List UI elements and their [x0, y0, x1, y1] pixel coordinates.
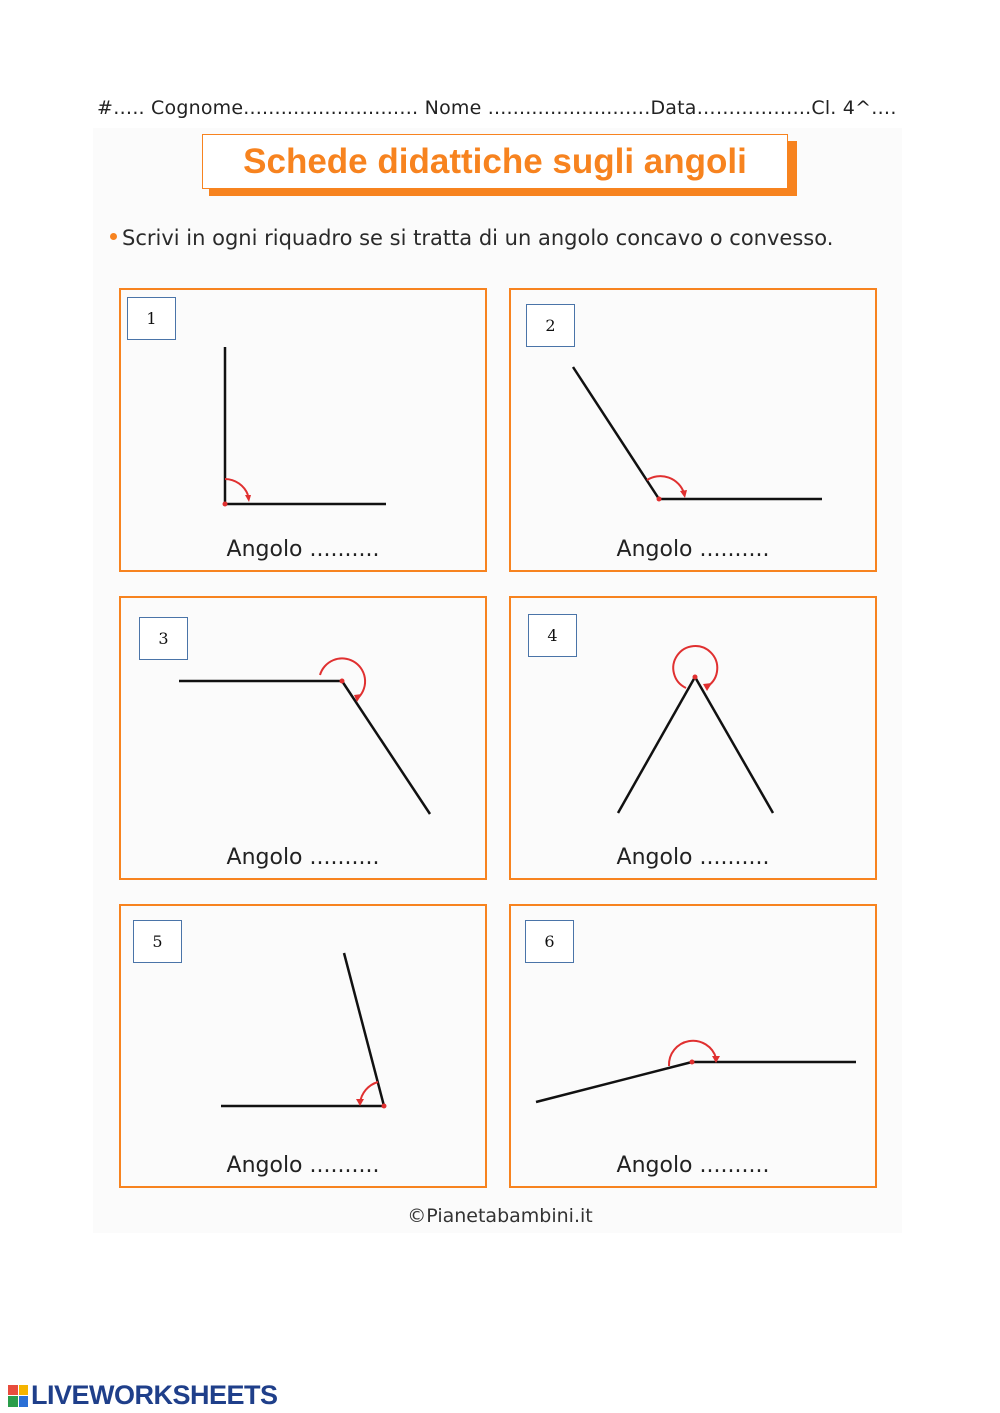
angle-ray — [342, 681, 430, 814]
angle-vertex — [382, 1104, 387, 1109]
instruction-text: Scrivi in ogni riquadro se si tratta di un angolo concavo o convesso. — [122, 226, 834, 250]
instruction — [110, 226, 833, 250]
liveworksheets-logo[interactable] — [8, 1380, 278, 1411]
angle-ray — [573, 367, 659, 499]
logo-text: LIVEWORKSHEETS — [31, 1380, 278, 1410]
arc-arrowhead — [245, 495, 251, 502]
angle-figure-5 — [121, 906, 489, 1190]
angle-card-1 — [119, 288, 487, 572]
card-number-box: 4 — [528, 614, 577, 657]
angle-ray — [344, 953, 384, 1106]
answer-line: Angolo .......... — [616, 845, 770, 870]
arc-arrowhead — [680, 490, 687, 498]
angle-vertex — [340, 679, 345, 684]
angle-arc — [320, 658, 365, 697]
angle-vertex — [223, 502, 228, 507]
angle-vertex — [657, 497, 662, 502]
angle-arc — [673, 646, 717, 688]
copyright-footer: ©Pianetabambini.it — [407, 1205, 593, 1227]
angle-ray — [618, 677, 695, 813]
answer-line: Angolo .......... — [226, 845, 380, 870]
title-box — [202, 134, 788, 189]
angle-card-5 — [119, 904, 487, 1188]
bullet-icon — [110, 233, 117, 240]
card-number-box: 1 — [127, 297, 176, 340]
page-title: Schede didattiche sugli angoli — [243, 141, 747, 181]
angle-card-2 — [509, 288, 877, 572]
angle-vertex — [690, 1060, 695, 1065]
angle-ray — [695, 677, 773, 813]
angle-card-3 — [119, 596, 487, 880]
angle-figure-6 — [511, 906, 879, 1190]
answer-line: Angolo .......... — [226, 1153, 380, 1178]
angle-vertex — [693, 675, 698, 680]
angle-ray — [536, 1062, 692, 1102]
angle-card-6 — [509, 904, 877, 1188]
answer-line: Angolo .......... — [226, 537, 380, 562]
angle-figure-4 — [511, 598, 879, 882]
answer-line: Angolo .......... — [616, 537, 770, 562]
answer-line: Angolo .......... — [616, 1153, 770, 1178]
card-number-box: 6 — [525, 920, 574, 963]
card-number-box: 3 — [139, 617, 188, 660]
angle-figure-2 — [511, 290, 879, 574]
arc-arrowhead — [703, 683, 712, 691]
angle-arc — [225, 479, 248, 495]
angle-card-4 — [509, 596, 877, 880]
student-info-line: #….. Cognome.........................… Nome ......................….Data……………...Cl. 4^…. — [97, 97, 897, 119]
card-number-box: 5 — [133, 920, 182, 963]
card-number-box: 2 — [526, 304, 575, 347]
liveworksheets-logo-icon — [8, 1385, 28, 1407]
angle-figure-3 — [121, 598, 489, 882]
angle-figure-1 — [121, 290, 489, 574]
